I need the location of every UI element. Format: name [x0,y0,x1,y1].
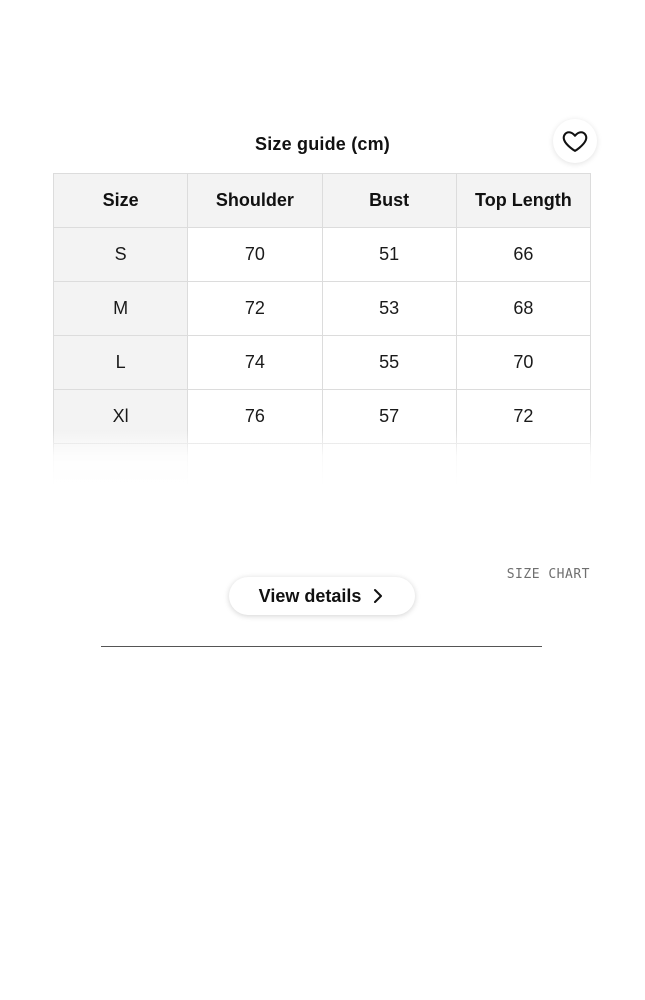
bust-cell: 57 [322,390,456,444]
size-chart-label: SIZE CHART [506,567,590,582]
divider [101,646,542,647]
top-length-cell: 72 [456,390,590,444]
size-guide-title: Size guide (cm) [254,134,391,154]
bust-cell: 51 [322,228,456,282]
size-cell: M [54,282,188,336]
bust-cell: 53 [322,282,456,336]
view-details-label: View details [258,585,362,606]
top-length-cell [456,444,590,498]
shoulder-cell: 72 [188,282,322,336]
column-header-shoulder: Shoulder [188,174,322,228]
table-row-faded [54,444,591,498]
top-length-cell: 70 [456,336,590,390]
column-header-bust: Bust [322,174,456,228]
view-details-button[interactable] [229,577,415,615]
size-cell: Xl [54,390,188,444]
bust-cell: 55 [322,336,456,390]
size-cell: L [54,336,188,390]
bust-cell [322,444,456,498]
table-row [54,228,591,282]
top-length-cell: 66 [456,228,590,282]
chevron-right-icon [371,588,385,604]
shoulder-cell: 74 [188,336,322,390]
table-header-row [54,174,591,228]
table-row [54,282,591,336]
column-header-top-length: Top Length [456,174,590,228]
size-table [53,173,591,498]
shoulder-cell: 76 [188,390,322,444]
shoulder-cell [188,444,322,498]
table-row [54,390,591,444]
top-length-cell: 68 [456,282,590,336]
column-header-size: Size [54,174,188,228]
size-cell: S [54,228,188,282]
table-row [54,336,591,390]
size-table-container [53,173,591,505]
shoulder-cell: 70 [188,228,322,282]
size-cell [54,444,188,498]
